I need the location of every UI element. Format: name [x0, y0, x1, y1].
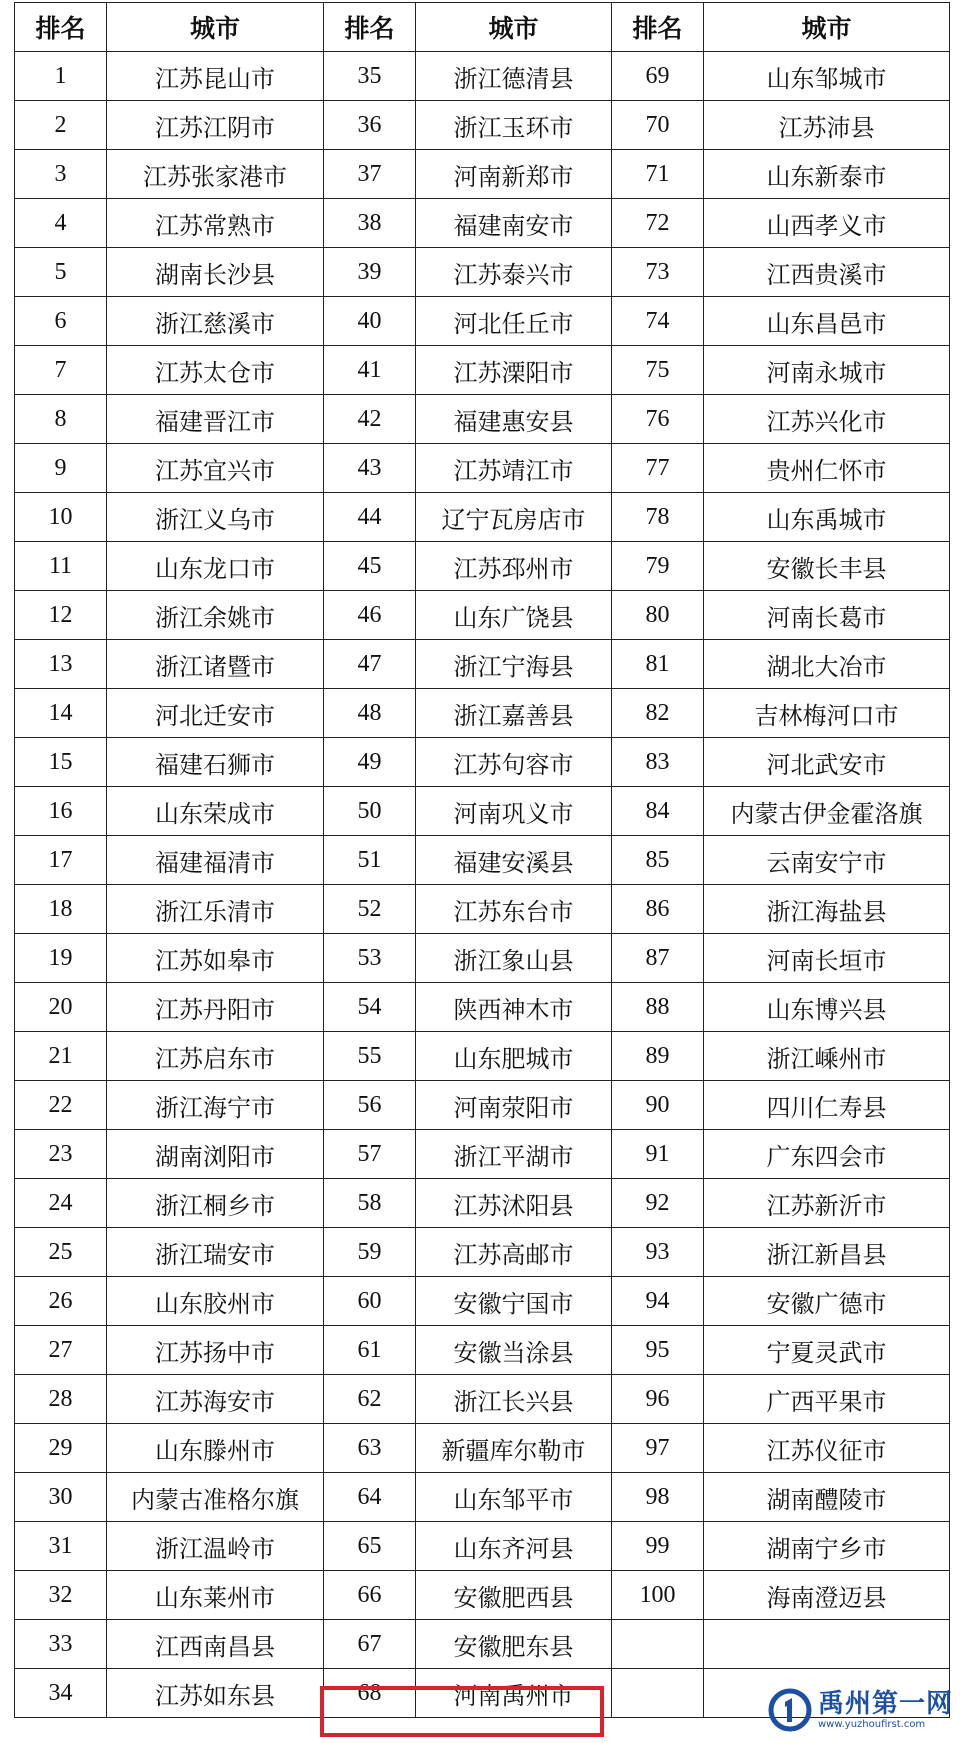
rank-cell: 34: [15, 1669, 107, 1718]
city-cell: 山东邹平市: [416, 1473, 612, 1522]
rank-cell: 24: [15, 1179, 107, 1228]
rank-cell: 56: [324, 1081, 416, 1130]
city-cell: 河南巩义市: [416, 787, 612, 836]
table-row: [15, 1228, 950, 1277]
city-cell: 安徽肥东县: [416, 1620, 612, 1669]
city-cell: 河南永城市: [704, 346, 950, 395]
city-cell: 辽宁瓦房店市: [416, 493, 612, 542]
city-cell: 山东齐河县: [416, 1522, 612, 1571]
rank-cell: 78: [612, 493, 704, 542]
city-cell: 云南安宁市: [704, 836, 950, 885]
site-logo[interactable]: [768, 1688, 953, 1732]
rank-cell: 11: [15, 542, 107, 591]
table-row: [15, 1473, 950, 1522]
city-cell: 福建南安市: [416, 199, 612, 248]
rank-cell: 61: [324, 1326, 416, 1375]
rank-cell: 2: [15, 101, 107, 150]
city-cell: 山东滕州市: [107, 1424, 324, 1473]
table-row: [15, 885, 950, 934]
rank-cell: 22: [15, 1081, 107, 1130]
rank-cell: 6: [15, 297, 107, 346]
table-row: [15, 983, 950, 1032]
city-cell: 山东荣成市: [107, 787, 324, 836]
city-cell: 河南禹州市: [416, 1669, 612, 1718]
city-cell: 广西平果市: [704, 1375, 950, 1424]
city-cell: 福建福清市: [107, 836, 324, 885]
city-cell: 浙江慈溪市: [107, 297, 324, 346]
city-cell: 安徽当涂县: [416, 1326, 612, 1375]
table-row: [15, 787, 950, 836]
city-cell: 江苏靖江市: [416, 444, 612, 493]
logo-url: www.yuzhoufirst.com: [818, 1718, 926, 1730]
rank-cell: 36: [324, 101, 416, 150]
city-cell: 河南荥阳市: [416, 1081, 612, 1130]
city-cell: 浙江瑞安市: [107, 1228, 324, 1277]
rank-cell: 44: [324, 493, 416, 542]
table-row: [15, 738, 950, 787]
city-cell: 江苏仪征市: [704, 1424, 950, 1473]
city-cell: 江苏高邮市: [416, 1228, 612, 1277]
rank-cell: 4: [15, 199, 107, 248]
circle-one-logo-icon: [768, 1688, 812, 1732]
city-cell: 陕西神木市: [416, 983, 612, 1032]
city-cell: 江苏张家港市: [107, 150, 324, 199]
header-row: [15, 3, 950, 52]
rank-cell: 76: [612, 395, 704, 444]
rank-cell: 57: [324, 1130, 416, 1179]
rank-cell: 53: [324, 934, 416, 983]
city-cell: 贵州仁怀市: [704, 444, 950, 493]
rank-cell: 100: [612, 1571, 704, 1620]
city-cell: 浙江诸暨市: [107, 640, 324, 689]
city-cell: 安徽宁国市: [416, 1277, 612, 1326]
rank-cell: 90: [612, 1081, 704, 1130]
table-row: [15, 101, 950, 150]
ranking-table-container: [14, 2, 950, 1718]
city-cell: 浙江义乌市: [107, 493, 324, 542]
city-cell: 湖北大冶市: [704, 640, 950, 689]
city-cell: 河南长垣市: [704, 934, 950, 983]
rank-cell: 18: [15, 885, 107, 934]
city-cell: 浙江温岭市: [107, 1522, 324, 1571]
rank-cell: 73: [612, 248, 704, 297]
rank-cell: 95: [612, 1326, 704, 1375]
city-cell: 浙江嘉善县: [416, 689, 612, 738]
rank-cell: 17: [15, 836, 107, 885]
rank-cell: 1: [15, 52, 107, 101]
table-row: [15, 1179, 950, 1228]
rank-cell: 12: [15, 591, 107, 640]
rank-cell: 74: [612, 297, 704, 346]
city-cell: 浙江乐清市: [107, 885, 324, 934]
city-cell: 河南长葛市: [704, 591, 950, 640]
city-cell: 江苏海安市: [107, 1375, 324, 1424]
rank-cell: 93: [612, 1228, 704, 1277]
rank-cell: 38: [324, 199, 416, 248]
rank-cell: 42: [324, 395, 416, 444]
city-cell: 广东四会市: [704, 1130, 950, 1179]
city-cell: 江苏句容市: [416, 738, 612, 787]
rank-cell: 88: [612, 983, 704, 1032]
city-cell: 江苏昆山市: [107, 52, 324, 101]
rank-cell: 3: [15, 150, 107, 199]
rank-cell: 26: [15, 1277, 107, 1326]
logo-name: 禹州第一网: [818, 1688, 954, 1719]
city-cell: 海南澄迈县: [704, 1571, 950, 1620]
city-cell: 内蒙古伊金霍洛旗: [704, 787, 950, 836]
rank-cell: 29: [15, 1424, 107, 1473]
table-row: [15, 1326, 950, 1375]
city-cell: 江苏溧阳市: [416, 346, 612, 395]
city-cell: 福建安溪县: [416, 836, 612, 885]
city-cell: 江西贵溪市: [704, 248, 950, 297]
rank-cell: 70: [612, 101, 704, 150]
rank-cell: 51: [324, 836, 416, 885]
city-header: 城市: [704, 3, 950, 52]
rank-cell: 85: [612, 836, 704, 885]
table-row: [15, 836, 950, 885]
city-cell: 河北任丘市: [416, 297, 612, 346]
rank-cell: 5: [15, 248, 107, 297]
rank-cell: 89: [612, 1032, 704, 1081]
rank-cell: 21: [15, 1032, 107, 1081]
city-cell: 新疆库尔勒市: [416, 1424, 612, 1473]
city-cell: 浙江宁海县: [416, 640, 612, 689]
city-cell: 浙江嵊州市: [704, 1032, 950, 1081]
city-cell: 山东肥城市: [416, 1032, 612, 1081]
city-cell: 江苏沭阳县: [416, 1179, 612, 1228]
city-cell: 浙江玉环市: [416, 101, 612, 150]
city-cell: 安徽肥西县: [416, 1571, 612, 1620]
table-row: [15, 346, 950, 395]
table-row: [15, 1277, 950, 1326]
rank-cell: 87: [612, 934, 704, 983]
table-row: [15, 542, 950, 591]
rank-cell: 79: [612, 542, 704, 591]
city-cell: 安徽长丰县: [704, 542, 950, 591]
city-cell: 山西孝义市: [704, 199, 950, 248]
rank-cell: 13: [15, 640, 107, 689]
table-row: [15, 150, 950, 199]
city-cell: 江苏如皋市: [107, 934, 324, 983]
rank-cell: [612, 1669, 704, 1718]
city-cell: 江苏新沂市: [704, 1179, 950, 1228]
rank-cell: 46: [324, 591, 416, 640]
rank-cell: 60: [324, 1277, 416, 1326]
rank-cell: 54: [324, 983, 416, 1032]
city-cell: 河北迁安市: [107, 689, 324, 738]
city-cell: 山东广饶县: [416, 591, 612, 640]
rank-cell: 86: [612, 885, 704, 934]
city-cell: 河南新郑市: [416, 150, 612, 199]
table-row: [15, 248, 950, 297]
rank-cell: 40: [324, 297, 416, 346]
rank-cell: 84: [612, 787, 704, 836]
rank-cell: 45: [324, 542, 416, 591]
city-cell: 宁夏灵武市: [704, 1326, 950, 1375]
rank-cell: 20: [15, 983, 107, 1032]
rank-cell: 65: [324, 1522, 416, 1571]
rank-cell: 67: [324, 1620, 416, 1669]
table-row: [15, 444, 950, 493]
city-cell: 浙江新昌县: [704, 1228, 950, 1277]
rank-cell: 33: [15, 1620, 107, 1669]
table-row: [15, 1130, 950, 1179]
city-cell: 湖南醴陵市: [704, 1473, 950, 1522]
ranking-body: [15, 52, 950, 1718]
rank-cell: 98: [612, 1473, 704, 1522]
rank-cell: 62: [324, 1375, 416, 1424]
rank-cell: 35: [324, 52, 416, 101]
table-row: [15, 591, 950, 640]
city-cell: 山东昌邑市: [704, 297, 950, 346]
city-cell: 浙江海宁市: [107, 1081, 324, 1130]
rank-cell: 94: [612, 1277, 704, 1326]
rank-cell: 68: [324, 1669, 416, 1718]
table-row: [15, 934, 950, 983]
rank-cell: 71: [612, 150, 704, 199]
rank-cell: 31: [15, 1522, 107, 1571]
table-row: [15, 199, 950, 248]
city-cell: 江苏常熟市: [107, 199, 324, 248]
rank-cell: 43: [324, 444, 416, 493]
rank-cell: 25: [15, 1228, 107, 1277]
city-cell: 吉林梅河口市: [704, 689, 950, 738]
rank-cell: 59: [324, 1228, 416, 1277]
rank-cell: 52: [324, 885, 416, 934]
city-cell: 安徽广德市: [704, 1277, 950, 1326]
city-cell: 山东邹城市: [704, 52, 950, 101]
rank-cell: 83: [612, 738, 704, 787]
city-cell: 湖南长沙县: [107, 248, 324, 297]
city-cell: 江苏泰兴市: [416, 248, 612, 297]
city-cell: 湖南浏阳市: [107, 1130, 324, 1179]
rank-cell: 64: [324, 1473, 416, 1522]
rank-cell: 80: [612, 591, 704, 640]
rank-cell: 77: [612, 444, 704, 493]
city-cell: 浙江象山县: [416, 934, 612, 983]
rank-cell: 19: [15, 934, 107, 983]
city-cell: 四川仁寿县: [704, 1081, 950, 1130]
city-cell: 江苏沛县: [704, 101, 950, 150]
city-cell: 福建石狮市: [107, 738, 324, 787]
table-row: [15, 493, 950, 542]
rank-cell: 48: [324, 689, 416, 738]
rank-header: 排名: [15, 3, 107, 52]
table-row: [15, 395, 950, 444]
rank-cell: 15: [15, 738, 107, 787]
city-cell: 江苏宜兴市: [107, 444, 324, 493]
city-cell: 河北武安市: [704, 738, 950, 787]
rank-cell: 72: [612, 199, 704, 248]
rank-cell: 81: [612, 640, 704, 689]
rank-cell: 82: [612, 689, 704, 738]
city-cell: 山东莱州市: [107, 1571, 324, 1620]
rank-cell: 55: [324, 1032, 416, 1081]
rank-cell: 66: [324, 1571, 416, 1620]
city-cell: 浙江长兴县: [416, 1375, 612, 1424]
rank-cell: [612, 1620, 704, 1669]
table-row: [15, 640, 950, 689]
city-cell: 福建惠安县: [416, 395, 612, 444]
table-row: [15, 689, 950, 738]
city-cell: 山东新泰市: [704, 150, 950, 199]
rank-cell: 37: [324, 150, 416, 199]
rank-cell: 91: [612, 1130, 704, 1179]
city-cell: 山东胶州市: [107, 1277, 324, 1326]
city-cell: 浙江余姚市: [107, 591, 324, 640]
rank-header: 排名: [612, 3, 704, 52]
rank-cell: 41: [324, 346, 416, 395]
city-header: 城市: [107, 3, 324, 52]
rank-cell: 30: [15, 1473, 107, 1522]
rank-cell: 32: [15, 1571, 107, 1620]
table-row: [15, 1620, 950, 1669]
city-cell: [704, 1620, 950, 1669]
city-cell: 山东博兴县: [704, 983, 950, 1032]
rank-cell: 47: [324, 640, 416, 689]
rank-cell: 7: [15, 346, 107, 395]
city-cell: 江苏江阴市: [107, 101, 324, 150]
rank-cell: 50: [324, 787, 416, 836]
table-row: [15, 1522, 950, 1571]
city-cell: 浙江德清县: [416, 52, 612, 101]
rank-cell: 16: [15, 787, 107, 836]
city-cell: 湖南宁乡市: [704, 1522, 950, 1571]
city-cell: 福建晋江市: [107, 395, 324, 444]
city-cell: 内蒙古准格尔旗: [107, 1473, 324, 1522]
rank-cell: 75: [612, 346, 704, 395]
city-cell: 江苏邳州市: [416, 542, 612, 591]
city-cell: 江苏兴化市: [704, 395, 950, 444]
table-row: [15, 1375, 950, 1424]
rank-cell: 28: [15, 1375, 107, 1424]
rank-cell: 63: [324, 1424, 416, 1473]
table-row: [15, 1032, 950, 1081]
rank-cell: 97: [612, 1424, 704, 1473]
rank-cell: 99: [612, 1522, 704, 1571]
city-cell: 江苏如东县: [107, 1669, 324, 1718]
rank-cell: 9: [15, 444, 107, 493]
rank-cell: 23: [15, 1130, 107, 1179]
rank-cell: 49: [324, 738, 416, 787]
city-cell: 江西南昌县: [107, 1620, 324, 1669]
table-row: [15, 297, 950, 346]
rank-cell: 10: [15, 493, 107, 542]
city-cell: 浙江桐乡市: [107, 1179, 324, 1228]
table-row: [15, 1081, 950, 1130]
ranking-table: [14, 2, 950, 1718]
rank-cell: 39: [324, 248, 416, 297]
table-row: [15, 52, 950, 101]
rank-cell: 27: [15, 1326, 107, 1375]
city-cell: 江苏东台市: [416, 885, 612, 934]
city-header: 城市: [416, 3, 612, 52]
table-row: [15, 1424, 950, 1473]
city-cell: 山东龙口市: [107, 542, 324, 591]
city-cell: 浙江平湖市: [416, 1130, 612, 1179]
city-cell: 浙江海盐县: [704, 885, 950, 934]
rank-cell: 69: [612, 52, 704, 101]
city-cell: 山东禹城市: [704, 493, 950, 542]
rank-cell: 92: [612, 1179, 704, 1228]
rank-cell: 14: [15, 689, 107, 738]
rank-header: 排名: [324, 3, 416, 52]
city-cell: 江苏启东市: [107, 1032, 324, 1081]
rank-cell: 58: [324, 1179, 416, 1228]
city-cell: 江苏太仓市: [107, 346, 324, 395]
city-cell: 江苏丹阳市: [107, 983, 324, 1032]
rank-cell: 96: [612, 1375, 704, 1424]
rank-cell: 8: [15, 395, 107, 444]
table-row: [15, 1571, 950, 1620]
city-cell: 江苏扬中市: [107, 1326, 324, 1375]
